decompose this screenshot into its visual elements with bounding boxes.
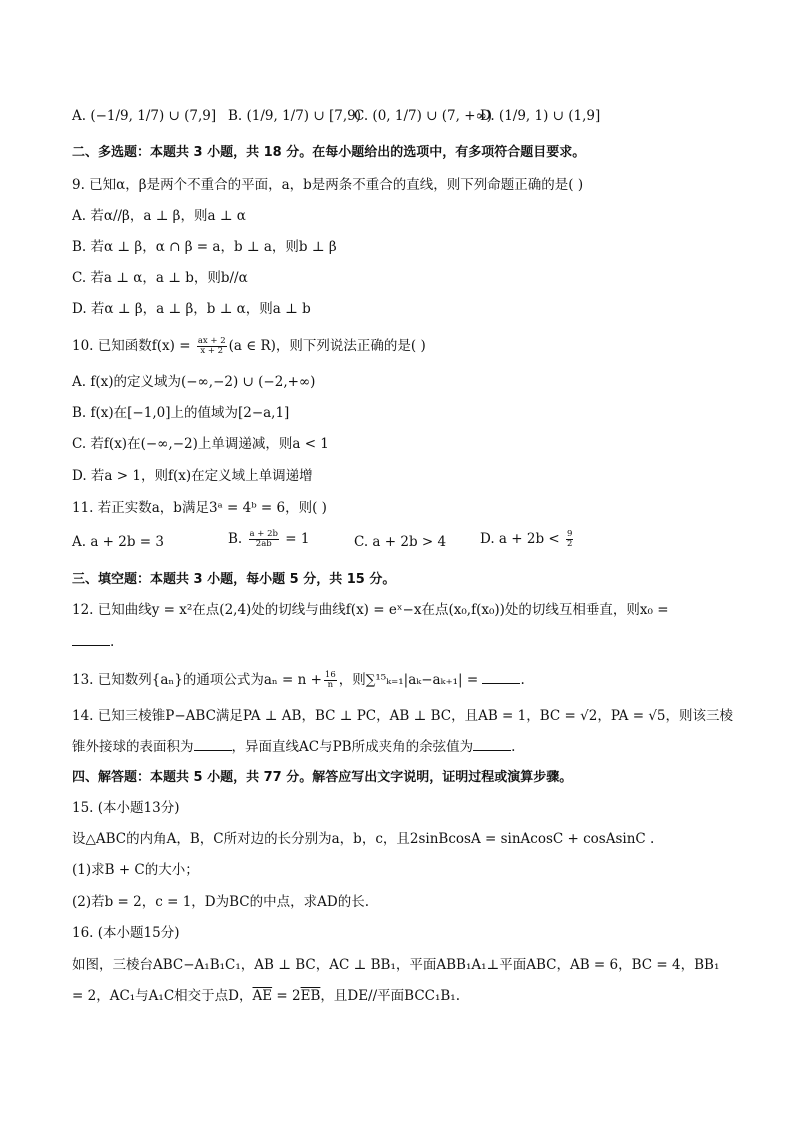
q10-stem-post: (a ∈ R)，则下列说法正确的是( ) bbox=[228, 338, 426, 354]
q11-option-d-fraction bbox=[566, 530, 573, 549]
q13-pre: 13. 已知数列{aₙ}的通项公式为aₙ = n + bbox=[72, 672, 322, 688]
q16-vector-ae: $\overline{AE}$ bbox=[252, 988, 273, 1004]
q13-line bbox=[72, 670, 525, 690]
q14-line1: 14. 已知三棱锥P−ABC满足PA ⊥ AB，BC ⊥ PC，AB ⊥ BC，且AB = 1，BC = √2，PA = √5，则该三棱 bbox=[72, 708, 734, 724]
q13-fraction-denominator: n bbox=[327, 680, 334, 690]
q8-option-d: D. (1/9, 1) ∪ (1,9] bbox=[480, 108, 601, 124]
q11-option-b-denominator: 2ab bbox=[255, 539, 272, 549]
q11-option-d-pre: D. a + 2b < bbox=[480, 531, 560, 547]
q9-option-c: C. 若a ⊥ α，a ⊥ b，则b//α bbox=[72, 270, 248, 286]
q11-option-a: A. a + 2b = 3 bbox=[72, 534, 164, 550]
q10-option-b: B. f(x)在[−1,0]上的值域为[2−a,1] bbox=[72, 405, 290, 421]
q16-vector-equals: = 2 bbox=[272, 988, 301, 1004]
q15-part2: (2)若b = 2，c = 1，D为BC的中点，求AD的长. bbox=[72, 894, 369, 910]
q11-option-b-fraction bbox=[249, 530, 279, 549]
q11-option-b-post: = 1 bbox=[285, 531, 310, 547]
q11-option-b bbox=[228, 530, 309, 549]
q13-end: . bbox=[520, 672, 525, 688]
q13-fraction-numerator: 16 bbox=[324, 670, 336, 680]
q9-option-a: A. 若α//β，a ⊥ β，则a ⊥ α bbox=[72, 208, 246, 224]
q13-fraction bbox=[324, 671, 337, 690]
q16-points: 16. (本小题15分) bbox=[72, 925, 180, 941]
q10-option-c: C. 若f(x)在(−∞,−2)上单调递减，则a < 1 bbox=[72, 436, 329, 452]
q16-line2-post: ，且DE//平面BCC₁B₁. bbox=[320, 988, 461, 1004]
q13-answer-blank bbox=[482, 671, 520, 684]
q11-option-d-denominator: 2 bbox=[567, 539, 573, 549]
q8-option-c: C. (0, 1/7) ∪ (7, +∞) bbox=[354, 108, 493, 124]
q11-option-d bbox=[480, 530, 575, 549]
q9-option-d: D. 若α ⊥ β，a ⊥ β，b ⊥ α，则a ⊥ b bbox=[72, 301, 311, 317]
q12-line2-end: . bbox=[110, 634, 115, 650]
q14-line2-pre: 锥外接球的表面积为 bbox=[72, 739, 194, 755]
q14-answer-blank-2 bbox=[473, 738, 511, 751]
q9-option-b: B. 若α ⊥ β，α ∩ β = a，b ⊥ a，则b ⊥ β bbox=[72, 239, 337, 255]
q12-line2 bbox=[72, 632, 114, 652]
q16-line2 bbox=[72, 986, 460, 1006]
q14-line2 bbox=[72, 737, 515, 757]
section3-heading: 三、填空题：本题共 3 小题，每小题 5 分，共 15 分。 bbox=[72, 572, 396, 587]
q10-option-d: D. 若a > 1，则f(x)在定义域上单调递增 bbox=[72, 468, 313, 484]
q10-stem bbox=[72, 336, 426, 356]
q14-line2-end: . bbox=[511, 739, 516, 755]
q8-option-a: A. (−1/9, 1/7) ∪ (7,9] bbox=[72, 108, 217, 124]
q13-post: ，则∑¹⁵ₖ₌₁|aₖ−aₖ₊₁| = bbox=[338, 672, 479, 688]
q14-line2-mid: ，异面直线AC与PB所成夹角的余弦值为 bbox=[231, 739, 474, 755]
q10-stem-pre: 10. 已知函数f(x) = bbox=[72, 338, 195, 354]
section2-heading: 二、多选题：本题共 3 小题，共 18 分。在每小题给出的选项中，有多项符合题目要求。 bbox=[72, 145, 586, 160]
section4-heading: 四、解答题：本题共 5 小题，共 77 分。解答应写出文字说明，证明过程或演算步骤。 bbox=[72, 770, 573, 785]
q11-option-b-label: B. bbox=[228, 531, 243, 547]
q10-fraction bbox=[197, 337, 227, 356]
q8-option-b: B. (1/9, 1/7) ∪ [7,9) bbox=[228, 108, 361, 124]
q10-fraction-denominator: x + 2 bbox=[200, 346, 224, 356]
q15-points: 15. (本小题13分) bbox=[72, 800, 180, 816]
q11-option-b-numerator: a + 2b bbox=[249, 529, 278, 539]
q16-line2-pre: = 2，AC₁与A₁C相交于点D， bbox=[72, 988, 253, 1004]
q10-fraction-numerator: ax + 2 bbox=[197, 336, 226, 346]
q11-stem: 11. 若正实数a，b满足3ᵃ = 4ᵇ = 6，则( ) bbox=[72, 500, 327, 516]
q12-line1: 12. 已知曲线y = x²在点(2,4)处的切线与曲线f(x) = eˣ−x在点(x₀,f(x₀))处的切线互相垂直，则x₀ = bbox=[72, 602, 669, 618]
q11-option-d-numerator: 9 bbox=[567, 529, 573, 539]
q12-answer-blank bbox=[72, 633, 110, 646]
q16-vector-eb: $\overline{EB}$ bbox=[300, 988, 321, 1004]
q15-stem: 设△ABC的内角A，B，C所对边的长分别为a，b，c，且2sinBcosA = sinAcosC + cosAsinC . bbox=[72, 831, 655, 847]
q10-option-a: A. f(x)的定义域为(−∞,−2) ∪ (−2,+∞) bbox=[72, 374, 316, 390]
q9-stem: 9. 已知α，β是两个不重合的平面，a，b是两条不重合的直线，则下列命题正确的是( ) bbox=[72, 177, 584, 193]
q11-option-c: C. a + 2b > 4 bbox=[354, 534, 447, 550]
q15-part1: (1)求B + C的大小； bbox=[72, 862, 199, 878]
q16-line1: 如图，三棱台ABC−A₁B₁C₁，AB ⊥ BC，AC ⊥ BB₁，平面ABB₁A₁⊥平面ABC，AB = 6，BC = 4，BB₁ bbox=[72, 957, 720, 973]
q14-answer-blank-1 bbox=[194, 738, 232, 751]
